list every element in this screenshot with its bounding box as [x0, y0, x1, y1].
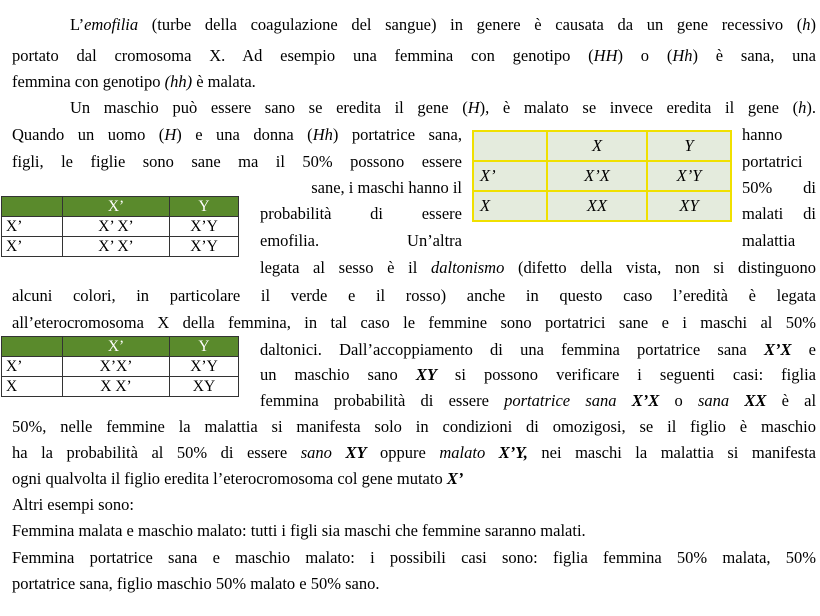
text-line: all’eterocromosoma X della femmina, in tal caso le femmine sono portatrici sane e i maschi al 50%: [12, 313, 816, 332]
table-cell: X’Y: [170, 357, 239, 377]
table-cell: Y: [170, 337, 239, 357]
text-line: hanno: [742, 125, 783, 144]
text-line: legata al sesso è il daltonismo (difetto della vista, non si distinguono: [260, 258, 816, 277]
text-line: Un maschio può essere sano se eredita il gene (H), è malato se invece eredita il gene (h).: [70, 98, 816, 117]
text-line: probabilità di essere: [260, 204, 462, 223]
punnett-table-green-1: [1, 196, 239, 257]
text-line: portatrici: [742, 152, 803, 171]
text-line: Femmina portatrice sana e maschio malato: i possibili casi sono: figlia femmina 50% malata, 50%: [12, 548, 816, 567]
table-row: [2, 197, 239, 217]
table-row: [2, 237, 239, 257]
text-line: figli, le figlie sono sane ma il 50% possono essere: [12, 152, 462, 171]
text-line: L’emofilia (turbe della coagulazione del sangue) in genere è causata da un gene recessivo (h): [70, 15, 816, 34]
text-line: daltonici. Dall’accoppiamento di una femmina portatrice sana X’X e: [260, 340, 817, 359]
table-cell: X’Y: [647, 161, 731, 191]
table-cell: X’: [2, 217, 63, 237]
table-cell: X’: [473, 161, 547, 191]
table-row: [473, 161, 731, 191]
table-row: [2, 337, 239, 357]
punnett-table-green-2: [1, 336, 239, 397]
text-line: sane, i maschi hanno il: [311, 178, 462, 197]
table-row: [2, 357, 239, 377]
table-cell: [2, 337, 63, 357]
text-line: Femmina malata e maschio malato: tutti i figli sia maschi che femmine saranno malati.: [12, 521, 586, 540]
table-cell: X’X: [547, 161, 647, 191]
text-line: ha la probabilità al 50% di essere sano XY oppure malato X’Y, nei maschi la malattia si manifesta: [12, 443, 816, 462]
table-row: [473, 191, 731, 221]
table-cell: Y: [170, 197, 239, 217]
text-line: 50%, nelle femmine la malattia si manifesta solo in condizioni di omozigosi, se il figlio è maschio: [12, 417, 816, 436]
table-cell: X: [2, 377, 63, 397]
table-cell: XX: [547, 191, 647, 221]
table-row: [2, 377, 239, 397]
table-cell: [2, 197, 63, 217]
table-cell: X’ X’: [63, 217, 170, 237]
table-cell: Y: [647, 131, 731, 161]
table-cell: X’ X’: [63, 237, 170, 257]
table-cell: X’X’: [63, 357, 170, 377]
table-cell: X’: [63, 197, 170, 217]
text-line: emofilia. Un’altra: [260, 231, 462, 250]
text-line: malati di: [742, 204, 816, 223]
table-cell: X’: [63, 337, 170, 357]
table-cell: X’Y: [170, 237, 239, 257]
table-cell: X: [547, 131, 647, 161]
table-row: [473, 131, 731, 161]
punnett-table-yellow: [472, 130, 732, 222]
text-line: portatrice sana, figlio maschio 50% malato e 50% sano.: [12, 574, 380, 593]
table-cell: X’Y: [170, 217, 239, 237]
table-cell: X: [473, 191, 547, 221]
text-line: Quando un uomo (H) e una donna (Hh) portatrice sana,: [12, 125, 462, 144]
table-cell: [473, 131, 547, 161]
text-line: 50% di: [742, 178, 816, 197]
text-line: un maschio sano XY si possono verificare i seguenti casi: figlia: [260, 365, 816, 384]
table-row: [2, 217, 239, 237]
table-cell: X’: [2, 237, 63, 257]
text-line: femmina probabilità di essere portatrice sana X’X o sana XX è al: [260, 391, 817, 410]
table-cell: XY: [647, 191, 731, 221]
table-cell: X’: [2, 357, 63, 377]
text-line: alcuni colori, in particolare il verde e il rosso) anche in questo caso l’eredità è legata: [12, 286, 816, 305]
text-line: portato dal cromosoma X. Ad esempio una femmina con genotipo (HH) o (Hh) è sana, una: [12, 46, 816, 65]
text-line: Altri esempi sono:: [12, 495, 134, 514]
text-line: malattia: [742, 231, 796, 250]
table-cell: X X’: [63, 377, 170, 397]
table-cell: XY: [170, 377, 239, 397]
text-line: ogni qualvolta il figlio eredita l’eterocromosoma col gene mutato X’: [12, 469, 464, 488]
text-line: femmina con genotipo (hh) è malata.: [12, 72, 256, 91]
